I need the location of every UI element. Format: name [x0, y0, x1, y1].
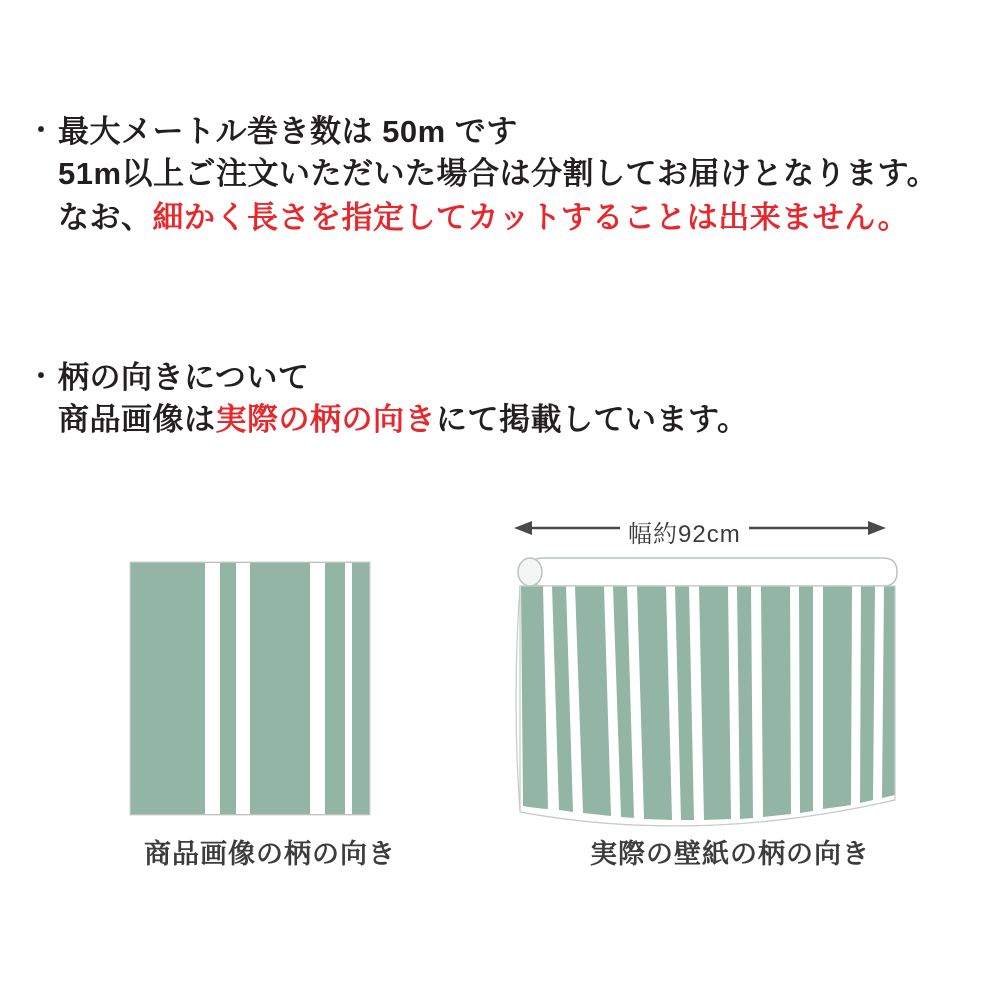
length-note-line2-prefix: なお、: [58, 200, 153, 236]
figure-actual-wallpaper-roll: [514, 521, 897, 826]
bullet-icon: ・: [28, 115, 55, 145]
width-dimension-label: 幅約92cm: [620, 514, 749, 549]
section-pattern-direction: [28, 358, 968, 442]
heading-row-direction: [28, 358, 968, 398]
figure-group: [0, 500, 1000, 900]
length-note-line2-emphasis: 細かく長さを指定してカットすることは出来ません。: [152, 200, 910, 236]
direction-note-prefix: 商品画像は: [58, 402, 216, 438]
caption-actual-wallpaper-direction: 実際の壁紙の柄の向き: [590, 839, 870, 869]
length-note-line2: [58, 196, 968, 240]
direction-note-line1: [58, 398, 968, 442]
heading-row-length: [28, 112, 968, 152]
section-max-roll-length: [28, 112, 968, 240]
direction-note-suffix: にて掲載しています。: [436, 402, 749, 438]
length-note-line1: 51m以上ご注文いただいた場合は分割してお届けとなります。: [58, 156, 939, 192]
heading-length: 最大メートル巻き数は 50m です: [58, 114, 518, 149]
direction-note-emphasis: 実際の柄の向き: [215, 402, 436, 438]
caption-product-image-direction: 商品画像の柄の向き: [144, 839, 396, 869]
figure-product-image-swatch: [130, 562, 370, 815]
heading-direction: 柄の向きについて: [58, 360, 310, 395]
bullet-icon: ・: [28, 361, 55, 391]
